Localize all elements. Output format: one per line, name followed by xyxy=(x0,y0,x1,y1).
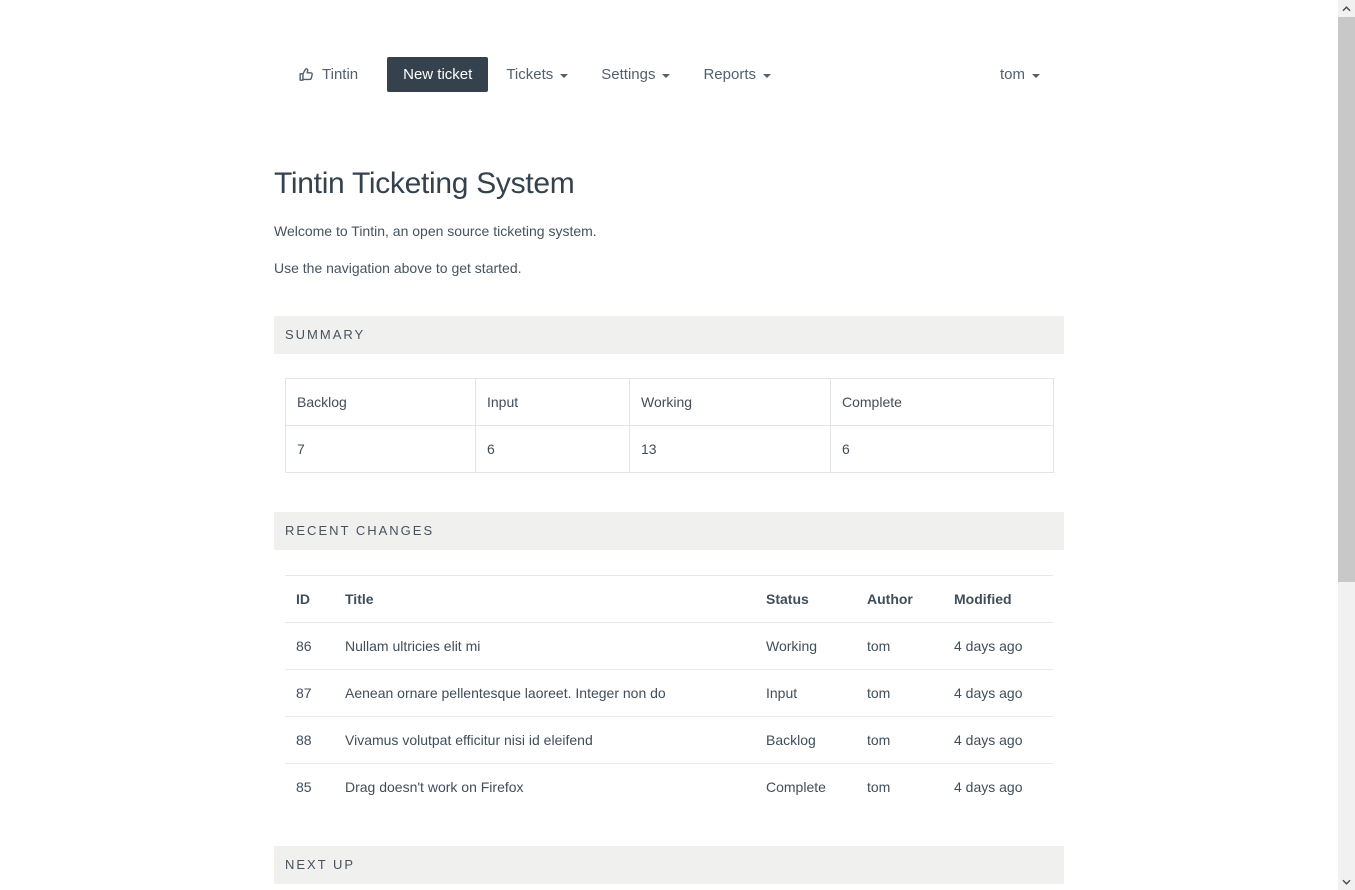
ticket-row[interactable] xyxy=(285,623,1053,670)
summary-backlog-count: 7 xyxy=(286,426,476,473)
recent-header-row xyxy=(285,576,1053,623)
ticket-id: 88 xyxy=(285,717,334,764)
new-ticket-button[interactable]: New ticket xyxy=(387,57,488,92)
vertical-scrollbar[interactable] xyxy=(1338,0,1355,890)
ticket-row[interactable] xyxy=(285,764,1053,811)
nav-settings-label: Settings xyxy=(601,66,656,83)
ticket-id: 86 xyxy=(285,623,334,670)
recent-changes-panel xyxy=(274,512,1064,810)
ticket-status: Input xyxy=(755,670,856,717)
ticket-status: Working xyxy=(755,623,856,670)
ticket-author: tom xyxy=(856,717,943,764)
ticket-title: Nullam ultricies elit mi xyxy=(334,623,755,670)
recent-changes-table xyxy=(285,575,1053,810)
ticket-modified: 4 days ago xyxy=(943,717,1053,764)
col-id: ID xyxy=(285,576,334,623)
summary-input-count: 6 xyxy=(476,426,630,473)
summary-col-complete: Complete xyxy=(831,379,1054,426)
ticket-status: Backlog xyxy=(755,717,856,764)
ticket-row[interactable] xyxy=(285,670,1053,717)
recent-changes-panel-heading: RECENT CHANGES xyxy=(274,512,1064,550)
get-started-text: Use the navigation above to get started. xyxy=(274,260,522,276)
brand-link[interactable] xyxy=(298,66,358,83)
chevron-down-icon xyxy=(560,74,568,78)
ticket-title: Aenean ornare pellentesque laoreet. Integer non do xyxy=(334,670,755,717)
nav-reports-label: Reports xyxy=(703,66,756,83)
col-status: Status xyxy=(755,576,856,623)
ticket-row[interactable] xyxy=(285,717,1053,764)
ticket-id: 87 xyxy=(285,670,334,717)
summary-col-working: Working xyxy=(630,379,831,426)
nav-tickets-dropdown[interactable] xyxy=(491,57,583,92)
summary-col-backlog: Backlog xyxy=(286,379,476,426)
summary-col-input: Input xyxy=(476,379,630,426)
thumbs-up-icon xyxy=(298,66,315,83)
scroll-down-arrow-icon[interactable] xyxy=(1338,873,1355,890)
ticket-title: Drag doesn't work on Firefox xyxy=(345,779,524,795)
nav-tickets-label: Tickets xyxy=(506,66,554,83)
ticket-author: tom xyxy=(856,670,943,717)
summary-panel xyxy=(274,316,1064,473)
top-navbar xyxy=(0,57,1338,92)
ticket-author: tom xyxy=(867,779,891,795)
summary-working-count: 13 xyxy=(630,426,831,473)
chevron-down-icon xyxy=(662,74,670,78)
summary-complete-count: 6 xyxy=(831,426,1054,473)
col-title: Title xyxy=(334,576,755,623)
welcome-text: Welcome to Tintin, an open source ticketing system. xyxy=(274,223,597,239)
ticket-modified: 4 days ago xyxy=(943,623,1053,670)
chevron-down-icon xyxy=(1032,74,1040,78)
ticket-modified: 4 days ago xyxy=(954,779,1023,795)
ticket-title: Vivamus volutpat efficitur nisi id eleifend xyxy=(334,717,755,764)
col-modified: Modified xyxy=(943,576,1053,623)
ticket-id: 85 xyxy=(296,779,312,795)
summary-header-row xyxy=(286,379,1054,426)
summary-values-row xyxy=(286,426,1054,473)
ticket-modified: 4 days ago xyxy=(943,670,1053,717)
ticket-author: tom xyxy=(856,623,943,670)
scroll-up-arrow-icon[interactable] xyxy=(1338,0,1355,17)
nav-reports-dropdown[interactable] xyxy=(688,57,786,92)
col-author: Author xyxy=(856,576,943,623)
summary-table xyxy=(285,378,1054,473)
next-up-panel xyxy=(274,846,1064,884)
user-menu-label: tom xyxy=(999,66,1025,83)
main-content xyxy=(274,167,1064,884)
page-title: Tintin Ticketing System xyxy=(274,167,575,200)
user-menu-dropdown[interactable] xyxy=(985,57,1055,92)
next-up-panel-heading: NEXT UP xyxy=(274,846,1064,884)
nav-settings-dropdown[interactable] xyxy=(586,57,685,92)
summary-panel-heading: SUMMARY xyxy=(274,316,1064,354)
ticket-status: Complete xyxy=(766,779,826,795)
chevron-down-icon xyxy=(763,74,771,78)
brand-label: Tintin xyxy=(322,66,359,83)
scrollbar-thumb[interactable] xyxy=(1338,17,1355,582)
